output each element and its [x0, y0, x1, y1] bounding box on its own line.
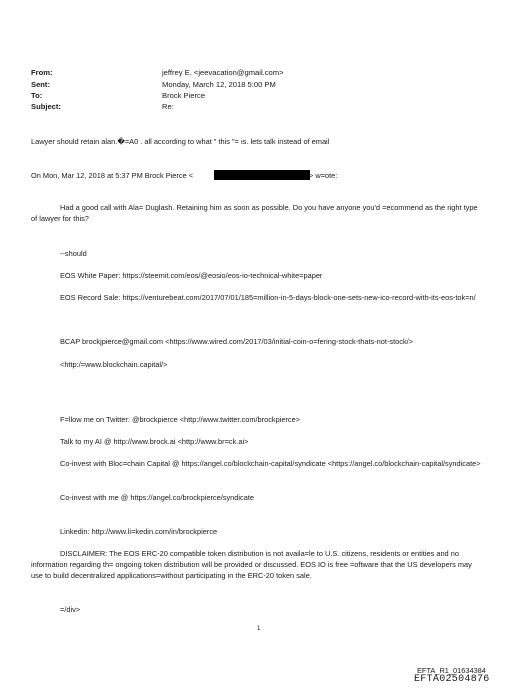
subject-label: Subject: — [31, 102, 61, 111]
coinvest-bcc-line: Co-invest with Bloc=chain Capital @ https://angel.co/blockchain-capital/syndicate <https://angel.co/blockchain-capital/syndicate> — [60, 459, 481, 468]
ai-line: Talk to my AI @ http://www.brock.ai <http://www.br=ck.ai> — [60, 437, 249, 446]
reply-line: Lawyer should retain alan.�=A0 . all according to what " this "= is. lets talk instead of email — [31, 137, 330, 146]
quote-intro-before: On Mon, Mar 12, 2018 at 5:37 PM Brock Pierce < — [31, 171, 194, 180]
from-value: jeffrey E. <jeevacation@gmail.com> — [162, 68, 284, 77]
div-close: =/div> — [60, 605, 81, 614]
to-label: To: — [31, 91, 43, 100]
sig-dash: --should — [60, 249, 87, 258]
page-number: 1 — [257, 626, 261, 632]
linkedin-line: Linkedin: http://www.li=kedin.com/in/brockpierce — [60, 527, 218, 536]
sent-value: Monday, March 12, 2018 5:00 PM — [162, 80, 276, 89]
subject-value: Re: — [162, 102, 174, 111]
to-value: Brock Pierce — [162, 91, 206, 100]
sent-label: Sent: — [31, 80, 50, 89]
quote-intro — [31, 170, 193, 181]
bcap-line: BCAP brockjpierce@gmail.com <https://www.wired.com/2017/03/initial-coin-o=fering-stock-thats-not-stock/> — [60, 337, 414, 346]
para-call: Had a good call with Ala= Duglash. Retaining him as soon as possible. Do you have anyone you'd =ecommend as the right type of lawyer for this? — [31, 203, 478, 223]
bates-number-large: EFTA02504876 — [414, 674, 490, 685]
redaction-bar — [214, 170, 310, 180]
blockchain-capital-line: <http:/=www.blockchain.capital/> — [60, 360, 168, 369]
record-sale-line: EOS Record Sale: https://venturebeat.com/2017/07/01/185=million-in-5-days-block-one-sets-new-ico-record-with-its-eos-tok=n/ — [60, 293, 476, 302]
quote-intro-after: > w=ote: — [309, 171, 338, 180]
whitepaper-line: EOS White Paper: https://steemit.com/eos/@eosio/eos-io-technical-white=paper — [60, 271, 323, 280]
disclaimer: DISCLAIMER: The EOS ERC-20 compatible token distribution is not availa=le to U.S. citizens, residents or entities and no information regarding th= ongoing token distribution will be provided or discussed. EOS IO is free =oftware that the US developers may use to build decentralized applications=without participating in the ERC-20 token sale. — [31, 549, 472, 580]
coinvest-me-line: Co-invest with me @ https://angel.co/brockpierce/syndicate — [60, 493, 254, 502]
from-label: From: — [31, 68, 53, 77]
bates-number-small: EFTA_R1_01634384 — [417, 666, 486, 675]
twitter-line: F=llow me on Twitter: @brockpierce <http://www.twitter.com/brockpierce> — [60, 415, 301, 424]
